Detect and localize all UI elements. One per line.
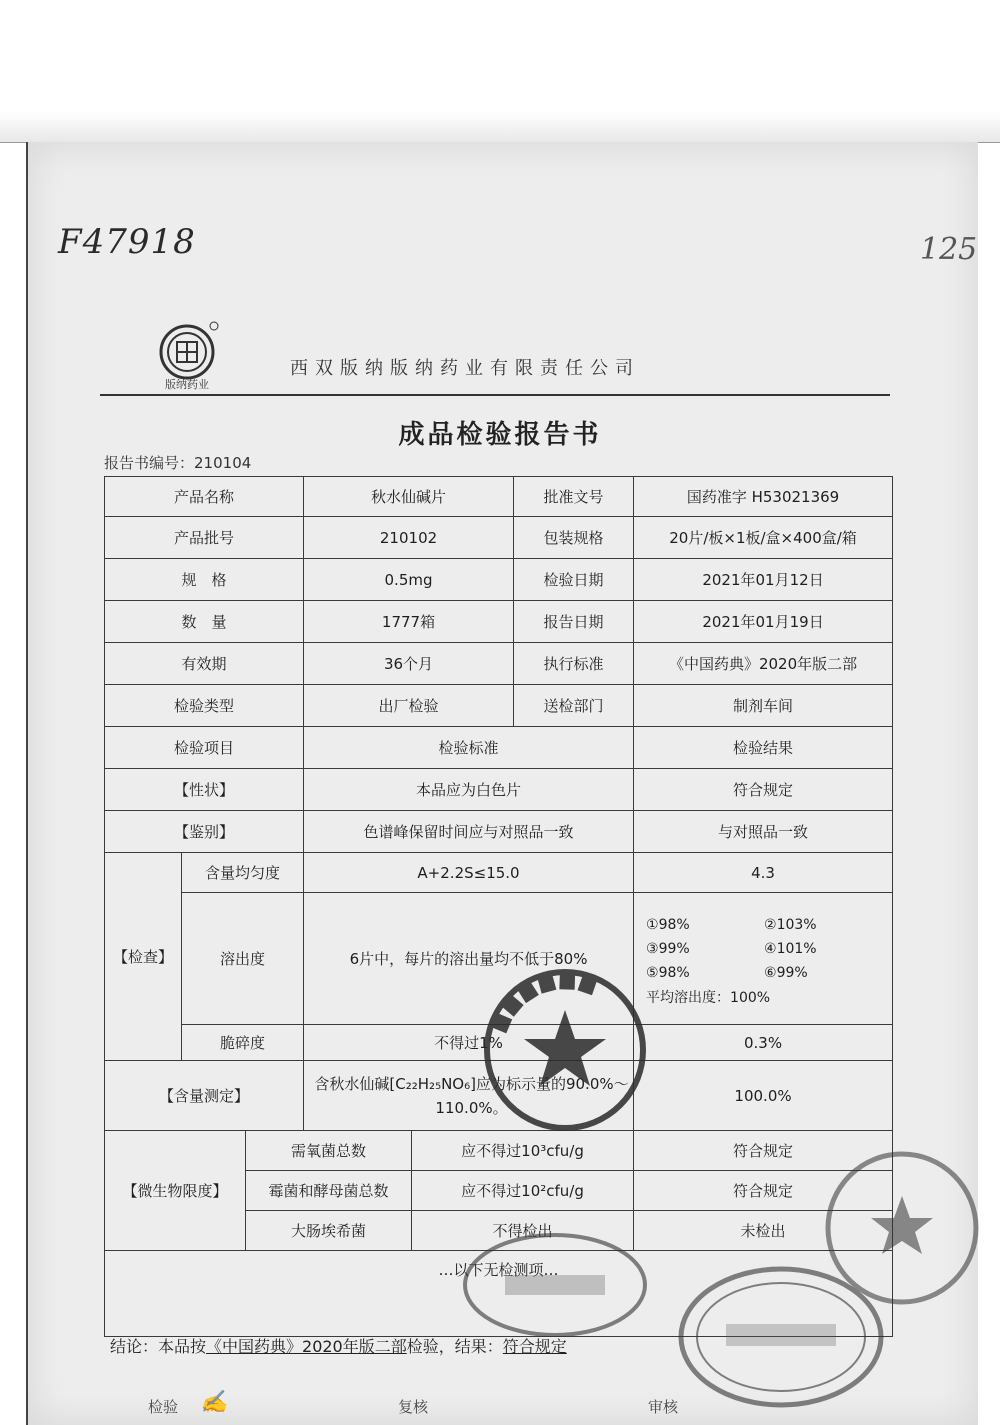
label-approval: 批准文号: [514, 477, 634, 517]
test-ecoli-standard: 不得检出: [412, 1211, 634, 1251]
svg-text:版纳药业: 版纳药业: [165, 378, 209, 390]
value-report-date: 2021年01月19日: [634, 601, 893, 643]
test-uniformity-result: 4.3: [634, 853, 893, 893]
company-logo-icon: [152, 320, 222, 390]
table-row: [105, 685, 893, 727]
company-seal-stamp: [480, 965, 650, 1135]
test-uniformity-label: 含量均匀度: [182, 853, 304, 893]
test-uniformity-standard: A+2.2S≤15.0: [304, 853, 634, 893]
scan-top-edge: [0, 112, 1000, 143]
label-product-name: 产品名称: [105, 477, 304, 517]
test-appearance-result: 符合规定: [634, 769, 893, 811]
label-inspect-date: 检验日期: [514, 559, 634, 601]
test-ecoli-result: 未检出: [634, 1211, 893, 1251]
conclusion-standard: 《中国药典》2020年版二部: [206, 1337, 407, 1356]
label-dept: 送检部门: [514, 685, 634, 727]
table-row: [105, 769, 893, 811]
inspection-table: [104, 476, 893, 1337]
label-report-date: 报告日期: [514, 601, 634, 643]
header-item: 检验项目: [105, 727, 304, 769]
table-row: [105, 853, 893, 893]
svg-text:■■■■■■: ■■■■■■: [485, 967, 601, 1037]
test-appearance-label: 【性状】: [105, 769, 304, 811]
test-mold-label: 霉菌和酵母菌总数: [246, 1171, 412, 1211]
label-package: 包装规格: [514, 517, 634, 559]
qc-dept-stamp: [460, 1230, 650, 1340]
test-friability-standard: 不得过1%: [304, 1025, 634, 1061]
test-aerobic-standard: 应不得过10³cfu/g: [412, 1131, 634, 1171]
test-assay-standard: 含秋水仙碱[C₂₂H₂₅NO₆]应为标示量的90.0%～110.0%。: [304, 1061, 634, 1131]
conclusion-result: 符合规定: [502, 1337, 567, 1356]
test-ecoli-label: 大肠埃希菌: [246, 1211, 412, 1251]
handwritten-ref-number: F47918: [58, 222, 196, 262]
test-dissolution-standard: 6片中，每片的溶出量均不低于80%: [304, 893, 634, 1025]
header-divider: [100, 394, 890, 396]
signature-inspector-label: 检验: [148, 1398, 179, 1416]
test-aerobic-result: 符合规定: [634, 1131, 893, 1171]
handwritten-page-number: 125: [920, 232, 978, 267]
table-row: [105, 601, 893, 643]
dissolution-value: ②103%: [764, 916, 817, 933]
header-result: 检验结果: [634, 727, 893, 769]
signature-inspector: ✍: [200, 1390, 228, 1415]
dissolution-value: ⑥99%: [764, 964, 808, 981]
table-row: [105, 517, 893, 559]
label-quantity: 数 量: [105, 601, 304, 643]
value-package: 20片/板×1板/盒×400盒/箱: [634, 517, 893, 559]
header-standard: 检验标准: [304, 727, 634, 769]
test-dissolution-result: [634, 893, 893, 1025]
test-aerobic-label: 需氧菌总数: [246, 1131, 412, 1171]
company-name: 西双版纳版纳药业有限责任公司: [290, 358, 640, 379]
label-standard: 执行标准: [514, 643, 634, 685]
value-standard: 《中国药典》2020年版二部: [634, 643, 893, 685]
label-spec: 规 格: [105, 559, 304, 601]
table-row: [105, 643, 893, 685]
value-dept: 制剂车间: [634, 685, 893, 727]
hospital-stamp: [812, 1148, 982, 1308]
test-mold-standard: 应不得过10²cfu/g: [412, 1171, 634, 1211]
value-inspect-date: 2021年01月12日: [634, 559, 893, 601]
test-friability-result: 0.3%: [634, 1025, 893, 1061]
label-test-type: 检验类型: [105, 685, 304, 727]
test-identification-label: 【鉴别】: [105, 811, 304, 853]
test-assay-label: 【含量测定】: [105, 1061, 304, 1131]
label-validity: 有效期: [105, 643, 304, 685]
end-note: …以下无检测项…: [105, 1251, 893, 1337]
dissolution-value: ①98%: [646, 916, 690, 933]
value-spec: 0.5mg: [304, 559, 514, 601]
table-row: [105, 1131, 893, 1171]
test-friability-label: 脆碎度: [182, 1025, 304, 1061]
table-row: [105, 811, 893, 853]
table-row: [105, 559, 893, 601]
value-product-name: 秋水仙碱片: [304, 477, 514, 517]
page-title: 成品检验报告书: [398, 420, 602, 450]
test-micro-label: 【微生物限度】: [105, 1131, 246, 1251]
report-number: [104, 452, 251, 473]
dissolution-value: ⑤98%: [646, 964, 690, 981]
dissolution-average: 平均溶出度：100%: [646, 989, 771, 1006]
test-appearance-standard: 本品应为白色片: [304, 769, 634, 811]
test-dissolution-label: 溶出度: [182, 893, 304, 1025]
dissolution-value: ④101%: [764, 940, 817, 957]
conclusion-middle: 检验，结果：: [406, 1337, 503, 1356]
report-number-label: 报告书编号：: [104, 454, 195, 472]
signature-reviewer-label: 复核: [398, 1398, 429, 1416]
dissolution-values: [634, 911, 892, 983]
dissolution-value: ③99%: [646, 940, 690, 957]
report-number-value: 210104: [194, 454, 252, 472]
signature-approver-label: 审核: [648, 1398, 679, 1416]
value-validity: 36个月: [304, 643, 514, 685]
table-row: [105, 477, 893, 517]
conclusion-prefix: 结论：本品按: [110, 1337, 207, 1356]
test-identification-standard: 色谱峰保留时间应与对照品一致: [304, 811, 634, 853]
test-mold-result: 符合规定: [634, 1171, 893, 1211]
test-identification-result: 与对照品一致: [634, 811, 893, 853]
table-header-row: [105, 727, 893, 769]
value-batch: 210102: [304, 517, 514, 559]
test-assay-result: 100.0%: [634, 1061, 893, 1131]
value-quantity: 1777箱: [304, 601, 514, 643]
test-check-label: 【检查】: [105, 853, 182, 1061]
value-test-type: 出厂检验: [304, 685, 514, 727]
value-approval: 国药准字 H53021369: [634, 477, 893, 517]
label-batch: 产品批号: [105, 517, 304, 559]
